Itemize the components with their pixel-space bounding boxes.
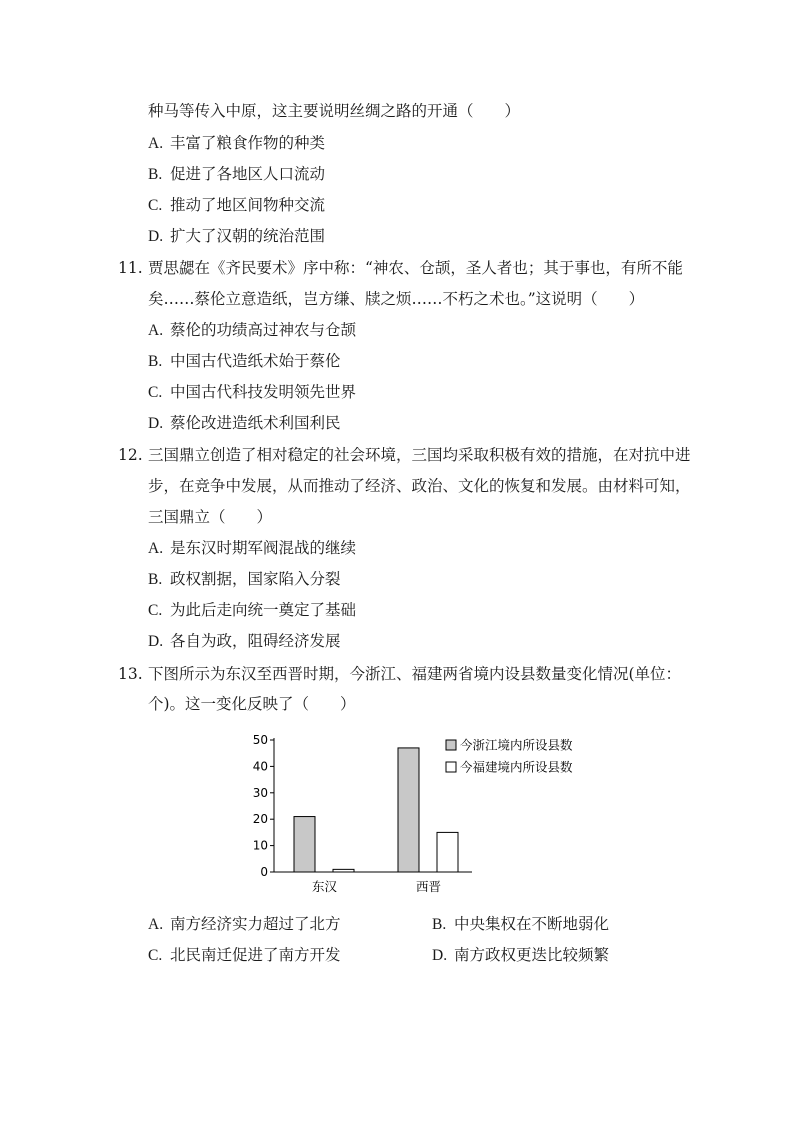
option-key: C. [148, 602, 163, 619]
legend-label: 今福建境内所设县数 [460, 759, 573, 775]
q11-stem-line1: 贾思勰在《齐民要术》序中称：“神农、仓颉，圣人者也；其于事也，有所不能 [148, 259, 683, 277]
q11-option-c[interactable] [148, 382, 356, 403]
option-text: 中国古代造纸术始于蔡伦 [170, 352, 341, 370]
q11-stem-line2: 矣……蔡伦立意造纸，岂方缣、牍之烦……不朽之术也。”这说明（ ） [148, 290, 645, 308]
option-key: A. [148, 322, 164, 339]
bar [398, 748, 419, 872]
y-tick-label: 0 [260, 865, 268, 879]
q13-option-c[interactable] [148, 945, 341, 966]
bar [333, 869, 354, 872]
option-key: B. [148, 353, 163, 370]
q12-stem-line3: 三国鼎立（ ） [148, 508, 273, 526]
q10-option-c[interactable] [148, 195, 325, 216]
option-text: 各自为政，阻碍经济发展 [170, 632, 341, 650]
option-key: C. [148, 384, 163, 401]
y-tick-label: 10 [252, 838, 268, 853]
option-text: 推动了地区间物种交流 [170, 196, 326, 214]
q12-option-d[interactable] [148, 631, 341, 652]
q13-number: 13. [118, 665, 143, 683]
option-text: 促进了各地区人口流动 [170, 165, 326, 183]
x-tick-label: 西晋 [415, 879, 442, 894]
option-key: D. [148, 415, 164, 432]
legend-swatch [446, 740, 456, 750]
bar [437, 832, 458, 872]
q12-stem-line1: 三国鼎立创造了相对稳定的社会环境，三国均采取积极有效的措施，在对抗中进 [148, 446, 691, 464]
option-key: D. [148, 633, 164, 650]
option-text: 南方政权更迭比较频繁 [454, 946, 610, 964]
x-tick-label: 东汉 [311, 879, 338, 894]
q12-option-b[interactable] [148, 569, 341, 590]
q11-option-b[interactable] [148, 351, 341, 372]
option-text: 蔡伦的功绩高过神农与仓颉 [170, 321, 357, 339]
option-text: 南方经济实力超过了北方 [170, 915, 341, 933]
option-key: D. [148, 228, 164, 245]
option-key: B. [432, 916, 447, 933]
q10-stem: 种马等传入中原，这主要说明丝绸之路的开通（ ） [148, 102, 521, 120]
option-key: C. [148, 947, 163, 964]
option-text: 扩大了汉朝的统治范围 [170, 227, 326, 245]
q13-stem-line1: 下图所示为东汉至西晋时期，今浙江、福建两省境内设县数量变化情况(单位： [148, 665, 682, 683]
y-tick-label: 20 [252, 812, 268, 827]
q10-option-a[interactable] [148, 133, 325, 154]
q12-option-a[interactable] [148, 538, 356, 559]
q10-option-b[interactable] [148, 164, 325, 185]
q13-option-b[interactable] [432, 914, 609, 935]
q12-number: 12. [118, 446, 143, 464]
legend-label: 今浙江境内所设县数 [460, 737, 573, 753]
option-key: D. [432, 947, 448, 964]
bars-group [294, 748, 458, 872]
legend [446, 738, 573, 775]
q11-option-d[interactable] [148, 413, 341, 434]
county-count-bar-chart [240, 728, 600, 900]
option-key: A. [148, 540, 164, 557]
q11-number: 11. [118, 259, 143, 277]
option-text: 政权割据，国家陷入分裂 [170, 570, 341, 588]
bar [294, 817, 315, 872]
option-key: A. [148, 135, 164, 152]
y-tick-label: 50 [252, 733, 268, 747]
q12-option-c[interactable] [148, 600, 356, 621]
y-tick-label: 30 [252, 785, 268, 800]
option-text: 中国古代科技发明领先世界 [170, 383, 357, 401]
option-key: C. [148, 197, 163, 214]
q13-stem-line2: 个)。这一变化反映了（ ） [148, 695, 356, 713]
option-key: B. [148, 166, 163, 183]
option-key: B. [148, 571, 163, 588]
q12-stem-line2: 步，在竞争中发展，从而推动了经济、政治、文化的恢复和发展。由材料可知， [148, 477, 691, 495]
q10-option-d[interactable] [148, 226, 325, 247]
q13-option-d[interactable] [432, 945, 609, 966]
option-text: 为此后走向统一奠定了基础 [170, 601, 357, 619]
legend-swatch [446, 762, 456, 772]
option-text: 北民南迁促进了南方开发 [170, 946, 341, 964]
x-axis-labels [312, 879, 441, 894]
option-text: 丰富了粮食作物的种类 [170, 134, 326, 152]
y-tick-label: 40 [252, 759, 268, 774]
q11-option-a[interactable] [148, 320, 356, 341]
option-text: 中央集权在不断地弱化 [454, 915, 610, 933]
option-text: 蔡伦改进造纸术利国利民 [170, 414, 341, 432]
option-text: 是东汉时期军阀混战的继续 [170, 539, 357, 557]
q13-option-a[interactable] [148, 914, 341, 935]
option-key: A. [148, 916, 164, 933]
